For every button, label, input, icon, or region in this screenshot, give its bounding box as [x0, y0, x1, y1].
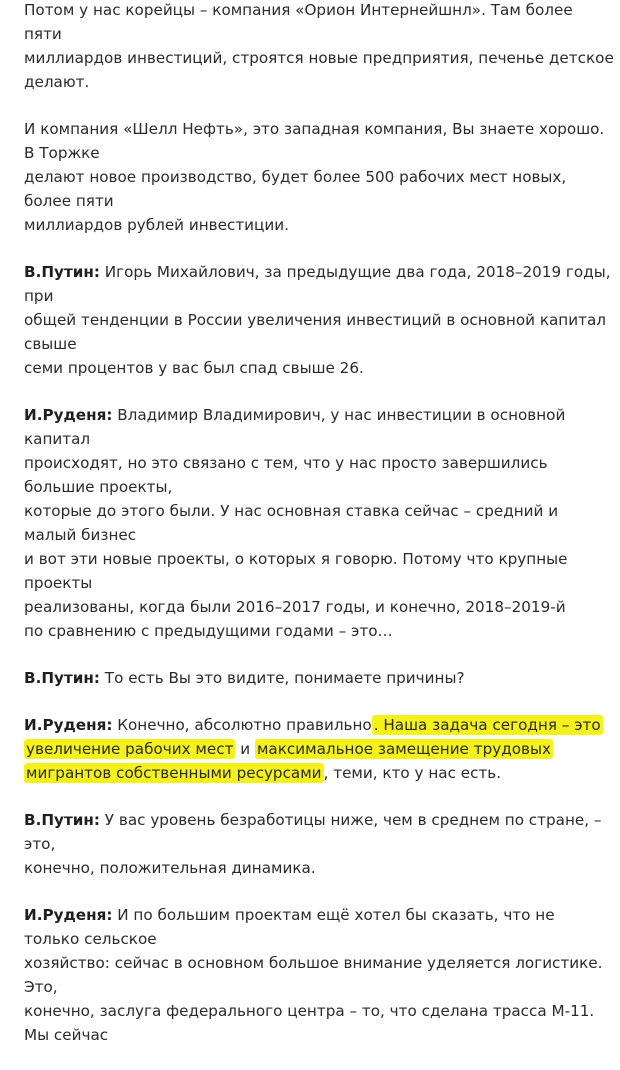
- text-line: миллиардов инвестиций, строятся новые предприятия, печенье детское делают.: [24, 49, 614, 91]
- text-line: миллиардов рублей инвестиции.: [24, 216, 289, 234]
- paragraph-putin-reasons: [24, 666, 614, 690]
- highlighted-text: . Наша задача сегодня – это увеличение рабочих мест: [26, 716, 601, 758]
- transcript-body: [24, 0, 614, 1070]
- text-line: общей тенденции в России увеличения инвестиций в основной капитал свыше: [24, 311, 606, 353]
- speaker-name: В.Путин:: [24, 669, 100, 687]
- paragraph-rudenya-logistics: [24, 903, 614, 1047]
- text-line: И по большим проектам ещё хотел бы сказать, что не только сельское: [24, 906, 555, 948]
- text-segment: и: [235, 740, 255, 758]
- text-line: И компания «Шелл Нефть», это западная компания, Вы знаете хорошо. В Торжке: [24, 120, 605, 162]
- speaker-name: В.Путин:: [24, 811, 100, 829]
- text-line: Владимир Владимирович, у нас инвестиции в основной капитал: [24, 406, 566, 448]
- speaker-name: И.Руденя:: [24, 906, 113, 924]
- text-line: конечно, заслуга федерального центра – то, что сделана трасса М-11. Мы сейчас: [24, 1002, 595, 1044]
- paragraph-shell-company: [24, 117, 614, 237]
- text-line: конечно, положительная динамика.: [24, 859, 316, 877]
- text-line: происходят, но это связано с тем, что у нас просто завершились большие проекты,: [24, 454, 548, 496]
- text-line: У вас уровень безработицы ниже, чем в среднем по стране, – это,: [24, 811, 602, 853]
- text-line: которые до этого были. У нас основная ставка сейчас – средний и малый бизнес: [24, 502, 559, 544]
- text-line: реализованы, когда были 2016–2017 годы, и конечно, 2018–2019-й: [24, 598, 566, 616]
- text-line: по сравнению с предыдущими годами – это…: [24, 622, 393, 640]
- text-line: делают новое производство, будет более 500 рабочих мест новых, более пяти: [24, 168, 567, 210]
- text-line: и вот эти новые проекты, о которых я говорю. Потому что крупные проекты: [24, 550, 568, 592]
- text-line: хозяйство: сейчас в основном большое внимание уделяется логистике. Это,: [24, 954, 603, 996]
- text-segment: , теми, кто у нас есть.: [323, 764, 502, 782]
- text-segment: Конечно, абсолютно правильно: [117, 716, 372, 734]
- speaker-name: И.Руденя:: [24, 406, 113, 424]
- highlighted-text: максимальное замещение трудовых мигрантов собственными ресурсами: [26, 740, 551, 782]
- text-line: То есть Вы это видите, понимаете причины?: [104, 669, 465, 687]
- text-line: Игорь Михайлович, за предыдущие два года, 2018–2019 годы, при: [24, 263, 611, 305]
- text-line: семи процентов у вас был спад свыше 26.: [24, 359, 364, 377]
- paragraph-rudenya-goal: [24, 713, 614, 785]
- paragraph-rudenya-projects: [24, 403, 614, 643]
- speaker-name: И.Руденя:: [24, 716, 113, 734]
- paragraph-korean-company: [24, 0, 614, 94]
- text-line: Потом у нас корейцы – компания «Орион Интернейшнл». Там более пяти: [24, 1, 573, 43]
- paragraph-putin-unemployment: [24, 808, 614, 880]
- speaker-name: В.Путин:: [24, 263, 100, 281]
- paragraph-putin-investments: [24, 260, 614, 380]
